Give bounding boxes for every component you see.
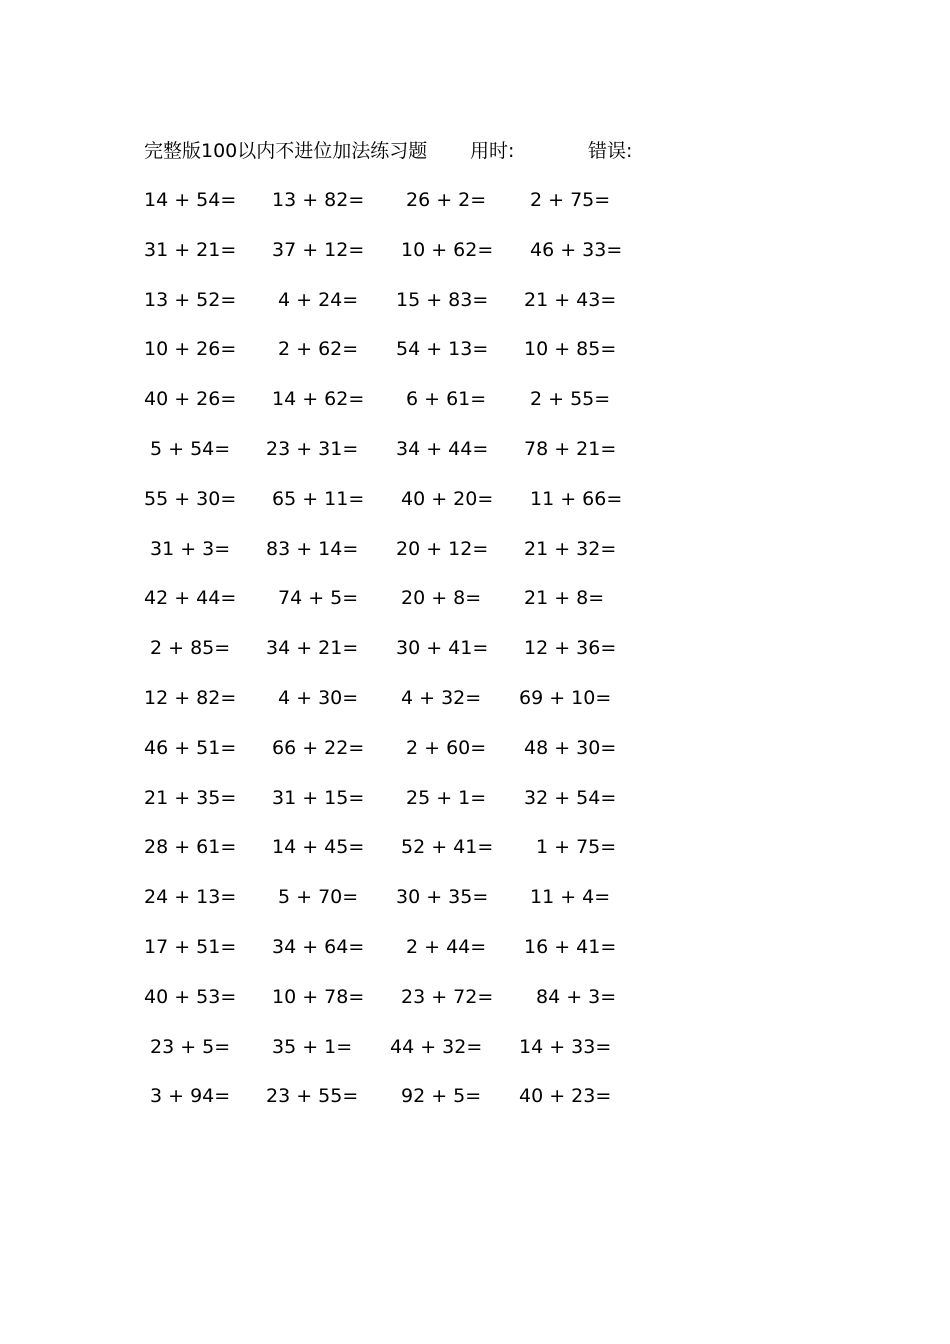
problem-item: 69 + 10= xyxy=(519,687,612,709)
problem-item: 34 + 21= xyxy=(266,637,359,659)
problem-item: 5 + 70= xyxy=(278,886,359,908)
problem-item: 4 + 32= xyxy=(401,687,482,709)
problem-item: 28 + 61= xyxy=(144,836,237,858)
problem-item: 3 + 94= xyxy=(150,1085,231,1107)
problem-item: 42 + 44= xyxy=(144,587,237,609)
problem-item: 40 + 53= xyxy=(144,986,237,1008)
problem-item: 44 + 32= xyxy=(390,1036,483,1058)
problem-item: 31 + 3= xyxy=(150,538,231,560)
problem-item: 31 + 21= xyxy=(144,239,237,261)
problem-item: 34 + 64= xyxy=(272,936,365,958)
time-label: 用时: xyxy=(470,140,515,162)
problem-item: 10 + 26= xyxy=(144,338,237,360)
problem-item: 52 + 41= xyxy=(401,836,494,858)
problem-item: 40 + 23= xyxy=(519,1085,612,1107)
problem-item: 32 + 54= xyxy=(524,787,617,809)
problem-item: 12 + 36= xyxy=(524,637,617,659)
problem-item: 2 + 60= xyxy=(406,737,487,759)
problem-item: 65 + 11= xyxy=(272,488,365,510)
problem-item: 14 + 54= xyxy=(144,189,237,211)
problem-item: 13 + 82= xyxy=(272,189,365,211)
problem-item: 2 + 44= xyxy=(406,936,487,958)
problem-item: 30 + 35= xyxy=(396,886,489,908)
problem-item: 48 + 30= xyxy=(524,737,617,759)
problem-item: 4 + 30= xyxy=(278,687,359,709)
problem-item: 14 + 33= xyxy=(519,1036,612,1058)
problem-item: 74 + 5= xyxy=(278,587,359,609)
problem-item: 40 + 26= xyxy=(144,388,237,410)
problem-item: 46 + 51= xyxy=(144,737,237,759)
problem-item: 11 + 4= xyxy=(530,886,611,908)
problem-item: 55 + 30= xyxy=(144,488,237,510)
problem-item: 2 + 85= xyxy=(150,637,231,659)
problem-item: 66 + 22= xyxy=(272,737,365,759)
problem-item: 21 + 32= xyxy=(524,538,617,560)
problem-item: 23 + 5= xyxy=(150,1036,231,1058)
problem-item: 14 + 62= xyxy=(272,388,365,410)
problem-item: 21 + 35= xyxy=(144,787,237,809)
problem-item: 83 + 14= xyxy=(266,538,359,560)
problem-item: 23 + 72= xyxy=(401,986,494,1008)
problem-item: 10 + 78= xyxy=(272,986,365,1008)
problem-item: 5 + 54= xyxy=(150,438,231,460)
problem-item: 30 + 41= xyxy=(396,637,489,659)
problem-item: 15 + 83= xyxy=(396,289,489,311)
problem-item: 16 + 41= xyxy=(524,936,617,958)
problem-item: 2 + 75= xyxy=(530,189,611,211)
problem-item: 37 + 12= xyxy=(272,239,365,261)
problem-item: 25 + 1= xyxy=(406,787,487,809)
problem-item: 1 + 75= xyxy=(536,836,617,858)
problem-item: 21 + 43= xyxy=(524,289,617,311)
problem-item: 78 + 21= xyxy=(524,438,617,460)
problem-item: 14 + 45= xyxy=(272,836,365,858)
problem-item: 10 + 85= xyxy=(524,338,617,360)
problem-item: 54 + 13= xyxy=(396,338,489,360)
problem-item: 20 + 8= xyxy=(401,587,482,609)
worksheet-title: 完整版100以内不进位加法练习题 xyxy=(144,140,428,162)
problem-item: 2 + 62= xyxy=(278,338,359,360)
problem-item: 92 + 5= xyxy=(401,1085,482,1107)
problem-item: 26 + 2= xyxy=(406,189,487,211)
problem-item: 46 + 33= xyxy=(530,239,623,261)
problem-item: 35 + 1= xyxy=(272,1036,353,1058)
errors-label: 错误: xyxy=(588,140,633,162)
problem-item: 31 + 15= xyxy=(272,787,365,809)
problem-item: 40 + 20= xyxy=(401,488,494,510)
problem-item: 34 + 44= xyxy=(396,438,489,460)
problem-item: 6 + 61= xyxy=(406,388,487,410)
problem-item: 24 + 13= xyxy=(144,886,237,908)
problem-item: 11 + 66= xyxy=(530,488,623,510)
problem-item: 84 + 3= xyxy=(536,986,617,1008)
problem-item: 23 + 31= xyxy=(266,438,359,460)
problem-item: 21 + 8= xyxy=(524,587,605,609)
problem-item: 23 + 55= xyxy=(266,1085,359,1107)
problem-item: 4 + 24= xyxy=(278,289,359,311)
problem-item: 13 + 52= xyxy=(144,289,237,311)
problem-item: 12 + 82= xyxy=(144,687,237,709)
problem-item: 10 + 62= xyxy=(401,239,494,261)
problem-item: 17 + 51= xyxy=(144,936,237,958)
problem-item: 20 + 12= xyxy=(396,538,489,560)
problem-item: 2 + 55= xyxy=(530,388,611,410)
